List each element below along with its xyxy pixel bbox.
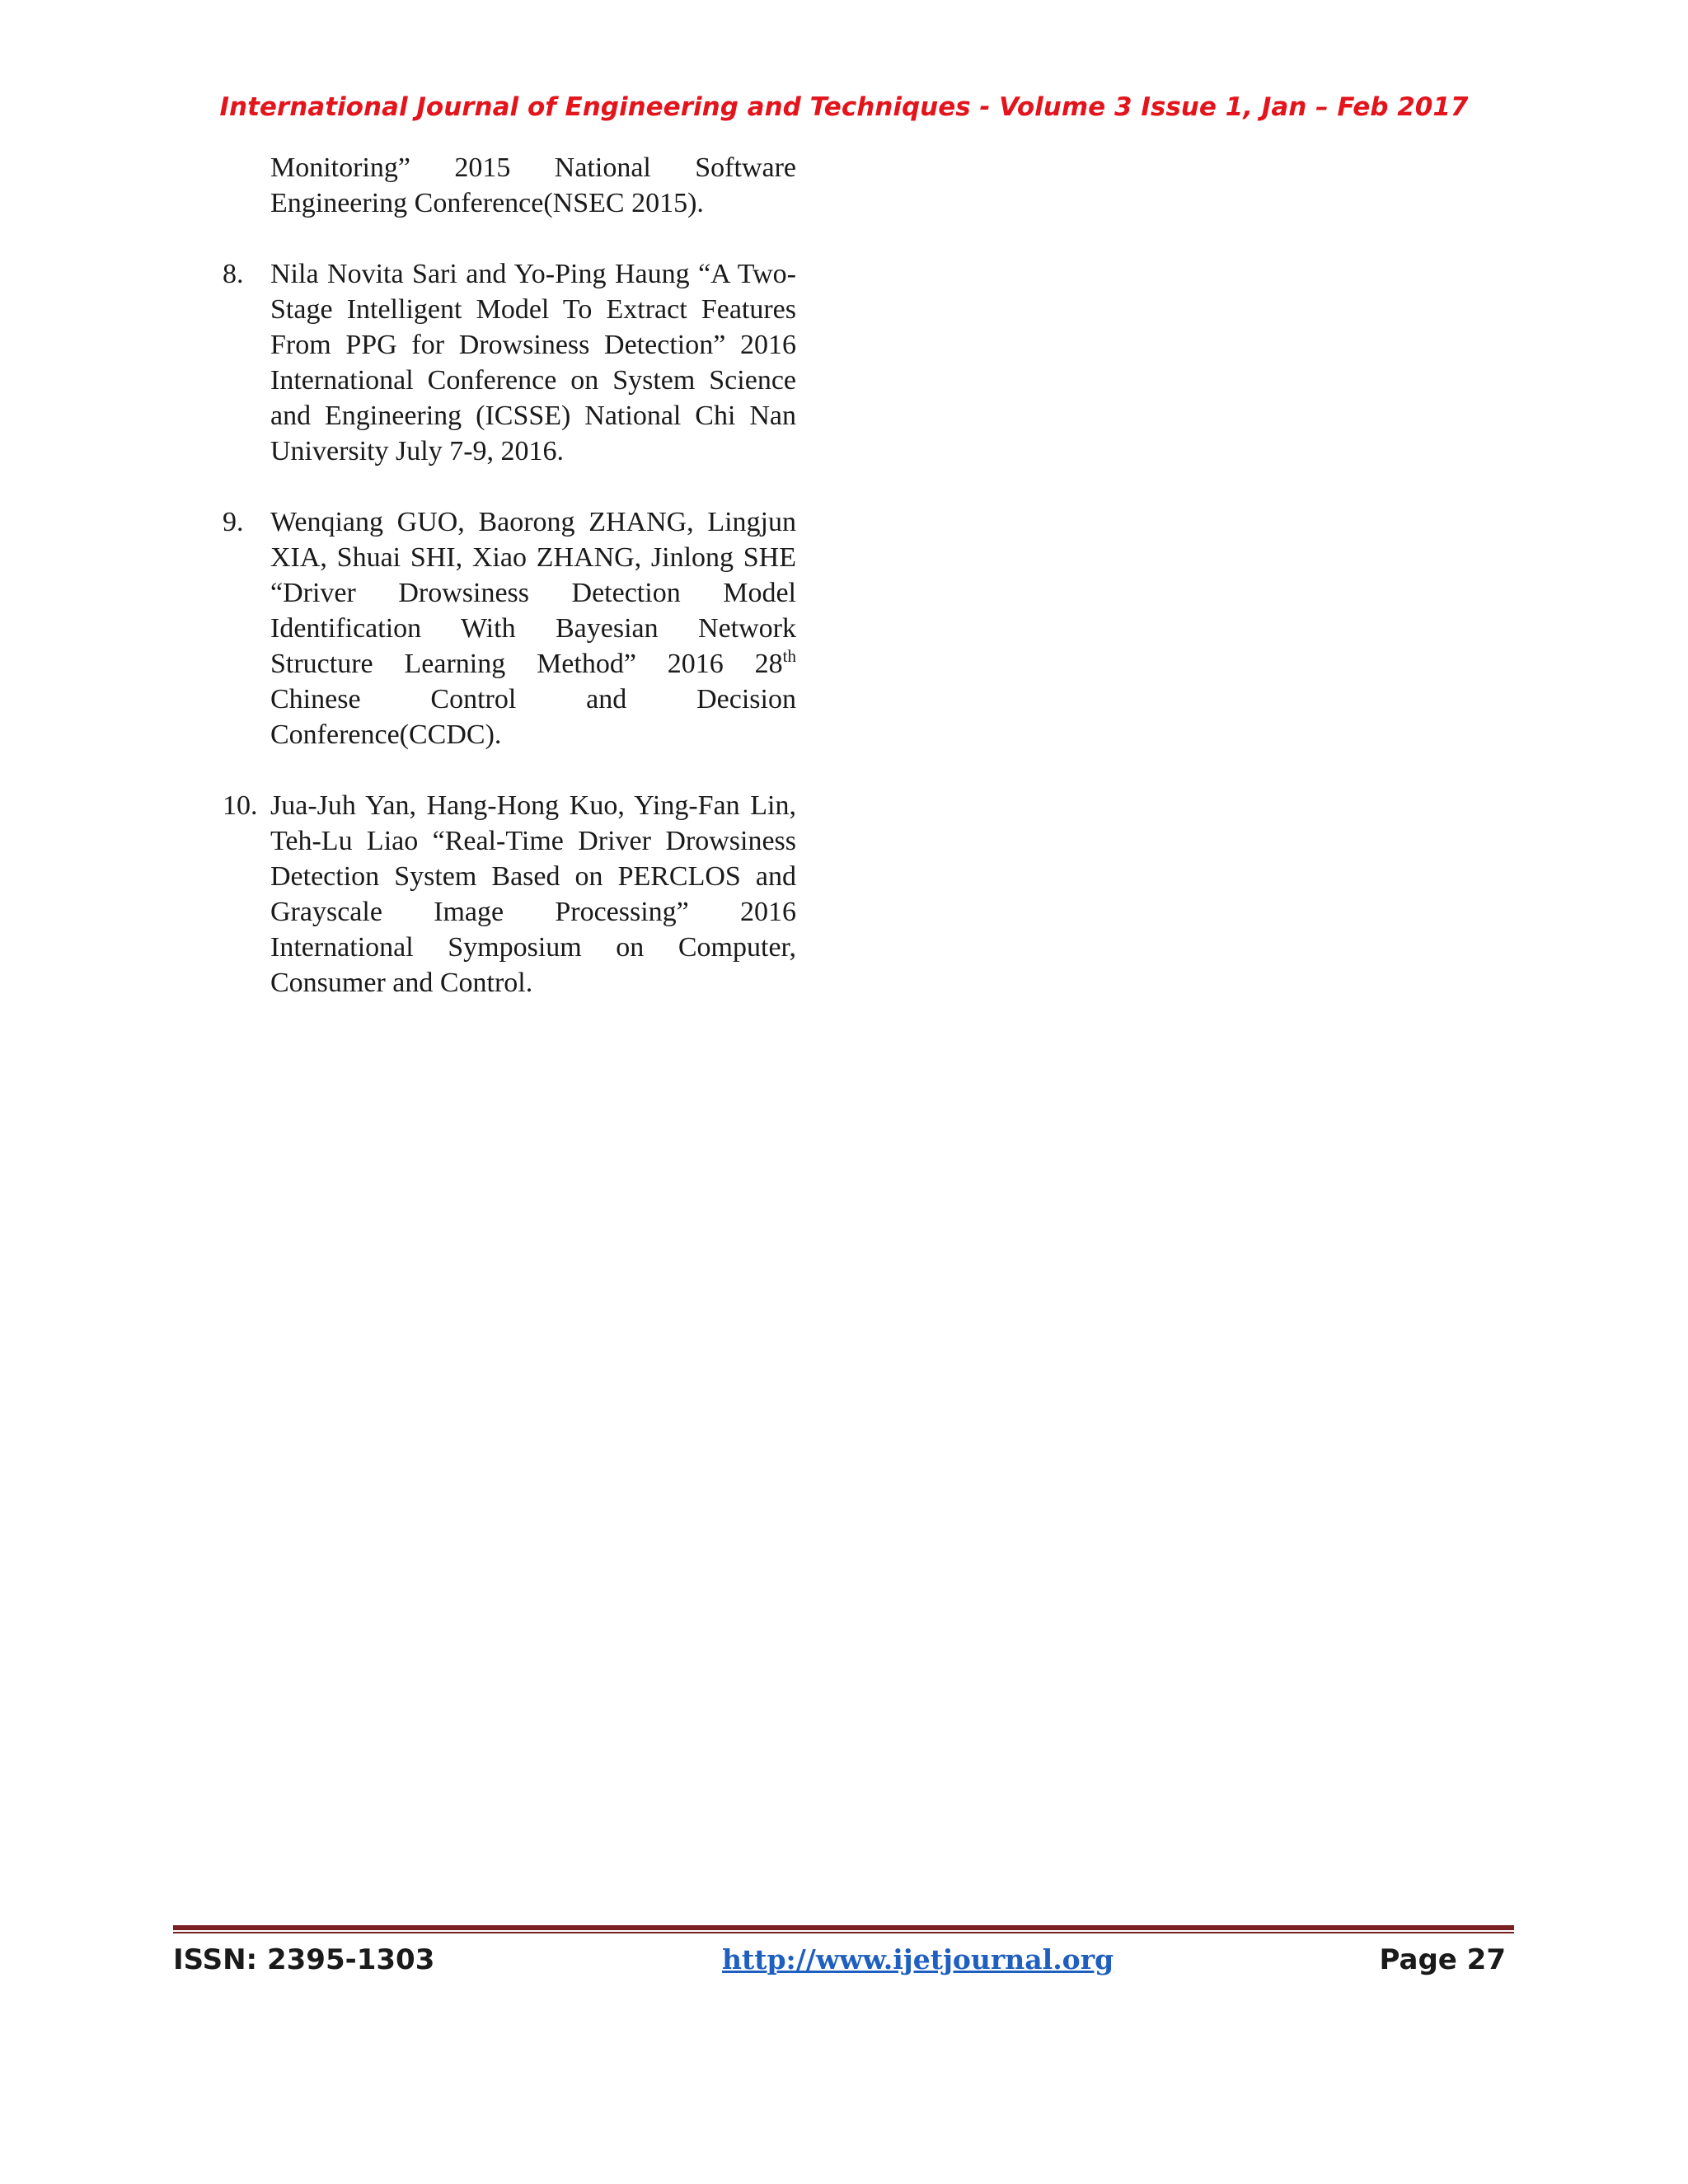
reference-text — [270, 504, 796, 752]
reference-item-8 — [223, 256, 796, 469]
reference-continued — [223, 150, 796, 221]
reference-number: 9. — [223, 507, 244, 537]
footer-divider — [173, 1925, 1514, 1934]
references-column — [223, 150, 796, 1036]
reference-number: 10. — [223, 790, 258, 821]
footer-page-number: Page 27 — [1379, 1943, 1506, 1976]
reference-number: 8. — [223, 259, 244, 289]
footer-divider-thin-line — [173, 1932, 1514, 1933]
reference-text-part: Wenqiang GUO, Baorong ZHANG, Lingjun XIA, Shuai SHI, Xiao ZHANG, Jinlong SHE “Driver Drowsiness Detection Model Identification With Bayesian Network Structure Learning Method” 2016 28 — [270, 507, 796, 679]
ordinal-superscript: th — [782, 646, 796, 666]
reference-item-9 — [223, 504, 796, 752]
reference-text: Nila Novita Sari and Yo-Ping Haung “A Two-Stage Intelligent Model To Extract Features From PPG for Drowsiness Detection” 2016 International Conference on System Science and Engineering (ICSSE) National Chi Nan University July 7-9, 2016. — [270, 259, 796, 466]
footer-issn: ISSN: 2395-1303 — [173, 1943, 435, 1976]
reference-text: Jua-Juh Yan, Hang-Hong Kuo, Ying-Fan Lin, Teh-Lu Liao “Real-Time Driver Drowsiness Detection System Based on PERCLOS and Grayscale Image Processing” 2016 International Symposium on Computer, Consumer and Control. — [270, 790, 796, 998]
reference-continued-text: Monitoring” 2015 National Software Engineering Conference(NSEC 2015). — [270, 152, 796, 218]
reference-text-part: Chinese Control and Decision Conference(CCDC). — [270, 684, 796, 750]
journal-running-header: International Journal of Engineering and Techniques - Volume 3 Issue 1, Jan – Feb 2017 — [219, 92, 1469, 122]
footer-journal-link[interactable]: http://www.ijetjournal.org — [722, 1943, 1114, 1975]
reference-item-10 — [223, 788, 796, 1001]
